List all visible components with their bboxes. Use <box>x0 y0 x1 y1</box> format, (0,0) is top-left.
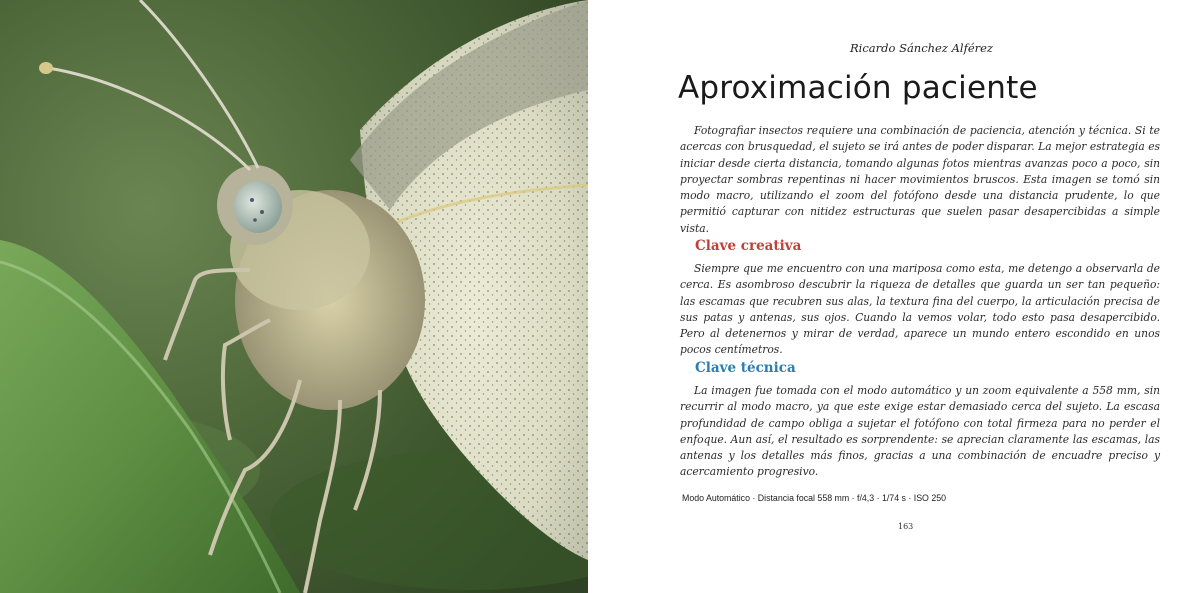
butterfly-photo <box>0 0 588 593</box>
article-title: Aproximación paciente <box>678 70 1038 106</box>
text-page <box>588 0 1200 593</box>
intro-paragraph: Fotografiar insectos requiere una combinación de paciencia, atención y técnica. Si te acercas con brusquedad, el sujeto se irá antes de poder disparar. La mejor estrategia es iniciar desde cierta distancia, tomando algunas fotos mientras avanzas poco a poco, sin proyectar sombras repentinas ni hacer movimientos bruscos. Esta imagen se tomó sin modo macro, utilizando el zoom del fotófono desde una distancia prudente, lo que permitió capturar con nitidez estructuras que suelen pasar desapercibidas a simple vista. <box>680 124 1160 235</box>
technical-paragraph: La imagen fue tomada con el modo automático y un zoom equivalente a 558 mm, sin recurrir al modo macro, ya que este exige estar demasiado cerca del sujeto. La escasa profundidad de campo obliga a sujetar el fotófono con total firmeza para no perder el enfoque. Aun así, el resultado es sorprendente: se aprecian claramente las escamas, las antenas y los detalles más finos, gracias a una combinación de encuadre preciso y acercamiento progresivo. <box>680 384 1160 479</box>
creative-heading: Clave creativa <box>695 238 802 254</box>
technical-heading: Clave técnica <box>695 360 796 376</box>
page-number: 163 <box>898 522 914 531</box>
camera-settings: Modo Automático · Distancia focal 558 mm · f/4,3 · 1/74 s · ISO 250 <box>682 493 947 503</box>
author-name: Ricardo Sánchez Alférez <box>850 41 993 55</box>
creative-paragraph: Siempre que me encuentro con una mariposa como esta, me detengo a observarla de cerca. Es asombroso descubrir la riqueza de detalles que guarda un ser tan pequeño: las escamas que recubren sus alas, la textura fina del cuerpo, la articulación precisa de sus patas y antenas, sus ojos. Cuando la vemos volar, todo esto pasa desapercibido. Pero al detenernos y mirar de verdad, aparece un mundo entero escondido en unos pocos centímetros. <box>680 262 1160 357</box>
butterfly-illustration <box>0 0 588 593</box>
